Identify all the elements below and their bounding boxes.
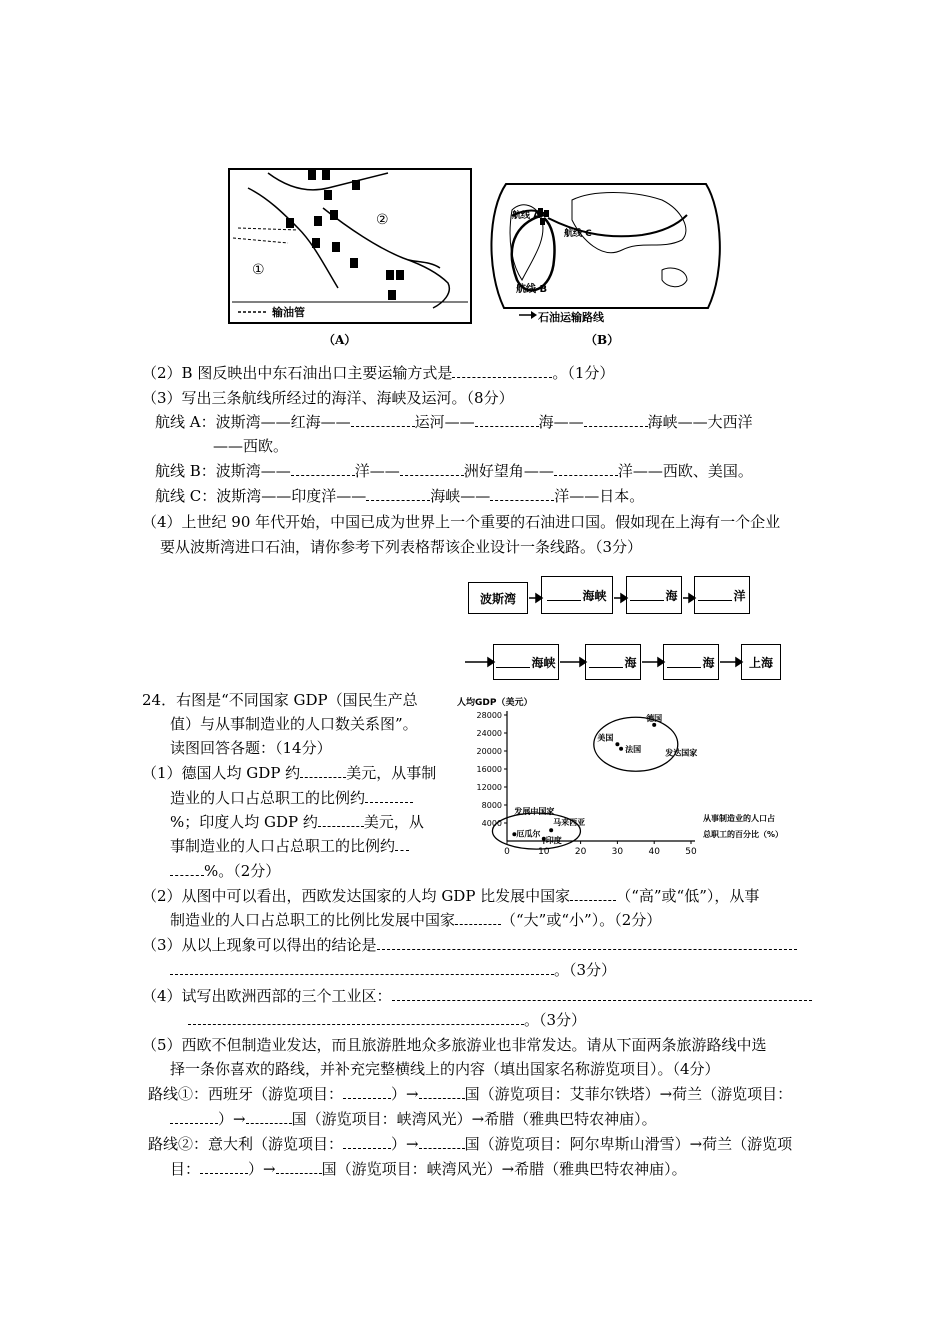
- data-point: [549, 828, 553, 832]
- answer-blank[interactable]: [377, 935, 797, 950]
- answer-blank[interactable]: [400, 461, 464, 476]
- q23-part4-line1: （4）上世纪 90 年代开始，中国已成为世界上一个重要的石油进口国。假如现在上海有一个企业: [142, 513, 781, 531]
- flow-arrows: [460, 570, 800, 690]
- answer-blank[interactable]: [200, 1159, 248, 1174]
- answer-blank[interactable]: [419, 1134, 465, 1149]
- flow-box: 海峡: [541, 576, 613, 614]
- answer-blank[interactable]: [554, 461, 618, 476]
- developing-group-label: 发展中国家: [514, 807, 555, 816]
- x-axis-label: 从事制造业的人口占: [703, 814, 775, 823]
- point-label: 厄瓜尔: [516, 829, 541, 839]
- answer-blank[interactable]: [170, 1109, 218, 1124]
- answer-blank[interactable]: [300, 763, 346, 778]
- answer-blank[interactable]: [419, 1084, 465, 1099]
- y-tick-label: 12000: [476, 783, 502, 792]
- route-c-line: 航线 C：波斯湾——印度洋—— 海峡—— 洋——日本。: [155, 487, 645, 505]
- route2-line2: 目： ）→ 国（游览项目：峡湾风光）→希腊（雅典巴特农神庙）。: [170, 1160, 687, 1178]
- map-a-region-2: ②: [376, 212, 389, 228]
- answer-blank[interactable]: [188, 1010, 524, 1025]
- q24-p3-l1: （3）从以上现象可以得出的结论是: [142, 935, 797, 955]
- y-tick-label: 8000: [481, 801, 502, 810]
- answer-blank[interactable]: [291, 461, 355, 476]
- x-tick-label: 40: [648, 847, 660, 857]
- y-tick-label: 28000: [476, 711, 502, 720]
- answer-blank[interactable]: [246, 1109, 292, 1124]
- route-a-line2: ——西欧。: [213, 437, 289, 455]
- y-axis-label: 人均GDP（美元）: [457, 698, 533, 708]
- q23-part4-line2: 要从波斯湾进口石油，请你参考下列表格帮该企业设计一条线路。（3分）: [160, 538, 643, 556]
- point-label: 印度: [545, 835, 562, 845]
- x-tick-label: 0: [504, 847, 510, 857]
- y-tick-label: 20000: [476, 747, 502, 756]
- answer-blank[interactable]: [455, 910, 501, 925]
- answer-blank[interactable]: [475, 412, 539, 427]
- answer-blank[interactable]: [452, 363, 552, 378]
- data-point: [619, 747, 623, 751]
- map-b-legend-arrow: [518, 310, 538, 320]
- answer-blank[interactable]: [365, 788, 413, 803]
- data-point: [615, 742, 619, 746]
- flow-box-persian-gulf: 波斯湾: [468, 582, 528, 614]
- flow-box: 海: [585, 644, 641, 680]
- answer-blank[interactable]: [343, 1134, 391, 1149]
- q24-p2-l1: （2）从图中可以看出，西欧发达国家的人均 GDP 比发展中国家 （“高”或“低”），从事: [142, 887, 760, 905]
- point-label: 马来西亚: [553, 818, 586, 828]
- q24-intro-3: 读图回答各题：（14分）: [170, 739, 332, 757]
- answer-blank[interactable]: [395, 836, 409, 851]
- answer-blank[interactable]: [351, 412, 415, 427]
- route1-line1: 路线①：西班牙（游览项目： ）→ 国（游览项目：艾菲尔铁塔）→荷兰（游览项目：: [148, 1085, 793, 1103]
- map-b-route-a-label: 航线 A: [512, 211, 541, 221]
- map-a-caption: （A）: [323, 333, 357, 347]
- q24-p3-l2: 。（3分）: [170, 960, 616, 980]
- map-a-legend: 输油管: [272, 306, 305, 319]
- answer-blank[interactable]: [170, 960, 554, 975]
- map-b-legend: 石油运输路线: [538, 311, 604, 324]
- map-b-route-b-label: 航线 B: [516, 284, 548, 295]
- q24-p1-l5: %。（2分）: [170, 861, 280, 881]
- point-label: 德国: [646, 713, 663, 723]
- map-b: [482, 180, 730, 312]
- q24-p2-l2: 制造业的人口占总职工的比例比发展中国家 （“大”或“小”）。（2分）: [170, 911, 662, 929]
- route-b-line: 航线 B：波斯湾—— 洋—— 洲好望角—— 洋——西欧、美国。: [155, 462, 753, 480]
- point-label: 法国: [625, 744, 642, 754]
- answer-blank[interactable]: [490, 486, 554, 501]
- q24-p1-l1: （1）德国人均 GDP 约 美元，从事制: [142, 764, 437, 782]
- answer-blank[interactable]: [392, 986, 812, 1001]
- y-tick-label: 24000: [476, 729, 502, 738]
- point-label: 美国: [597, 733, 614, 743]
- x-tick-label: 30: [611, 847, 624, 857]
- answer-blank[interactable]: [366, 486, 430, 501]
- x-tick-label: 20: [574, 847, 587, 857]
- q24-p5-l2: 择一条你喜欢的路线，并补充完整横线上的内容（填出国家名称游览项目）。（4分）: [170, 1060, 720, 1078]
- x-tick-label: 10: [538, 847, 550, 857]
- q24-p1-l2: 造业的人口占总职工的比例约: [170, 788, 413, 808]
- x-axis-label: 总职工的百分比（%）: [703, 830, 784, 839]
- q24-intro-2: 值）与从事制造业的人口数关系图”。: [170, 715, 418, 733]
- flow-box: 海: [626, 576, 682, 614]
- y-tick-label: 16000: [476, 765, 502, 774]
- answer-blank[interactable]: [318, 812, 364, 827]
- q24-p4-l1: （4）试写出欧洲西部的三个工业区：: [142, 986, 812, 1006]
- map-a: [228, 168, 472, 324]
- map-b-caption: （B）: [585, 333, 620, 347]
- q24-intro-1: 24．右图是“不同国家 GDP（国民生产总: [142, 691, 418, 709]
- route1-line2: ）→ 国（游览项目：峡湾风光）→希腊（雅典巴特农神庙）。: [170, 1109, 657, 1129]
- x-tick-label: 50: [685, 847, 697, 857]
- answer-blank[interactable]: [343, 1084, 391, 1099]
- q23-part3: （3）写出三条航线所经过的海洋、海峡及运河。（8分）: [142, 389, 514, 407]
- answer-blank[interactable]: [570, 886, 616, 901]
- q24-p4-l2: 。（3分）: [188, 1010, 586, 1030]
- flow-box-shanghai: 上海: [741, 644, 781, 680]
- flow-box: 洋: [694, 576, 750, 614]
- answer-blank[interactable]: [170, 861, 204, 876]
- developed-group-label: 发达国家: [665, 748, 698, 758]
- answer-blank[interactable]: [584, 412, 648, 427]
- q24-p5-l1: （5）西欧不但制造业发达，而且旅游胜地众多旅游业也非常发达。请从下面两条旅游路线中选: [142, 1036, 767, 1054]
- map-a-region-1: ①: [252, 262, 265, 278]
- data-point: [652, 723, 656, 727]
- y-tick-label: 4000: [481, 819, 502, 828]
- answer-blank[interactable]: [276, 1159, 322, 1174]
- gdp-scatter-chart: [455, 695, 815, 867]
- q23-part2: （2）B 图反映出中东石油出口主要运输方式是 。（1分）: [142, 364, 615, 382]
- flow-box: 海: [663, 644, 719, 680]
- flow-box: 海峡: [493, 644, 559, 680]
- map-b-route-c-label: 航线 C: [564, 229, 592, 239]
- q24-p1-l3: %；印度人均 GDP 约 美元，从: [170, 813, 424, 831]
- route2-line1: 路线②：意大利（游览项目： ）→ 国（游览项目：阿尔卑斯山滑雪）→荷兰（游览项: [148, 1135, 793, 1153]
- route-a-line: 航线 A：波斯湾——红海—— 运河—— 海—— 海峡——大西洋: [155, 413, 753, 431]
- q24-p1-l4: 事制造业的人口占总职工的比例约: [170, 836, 409, 856]
